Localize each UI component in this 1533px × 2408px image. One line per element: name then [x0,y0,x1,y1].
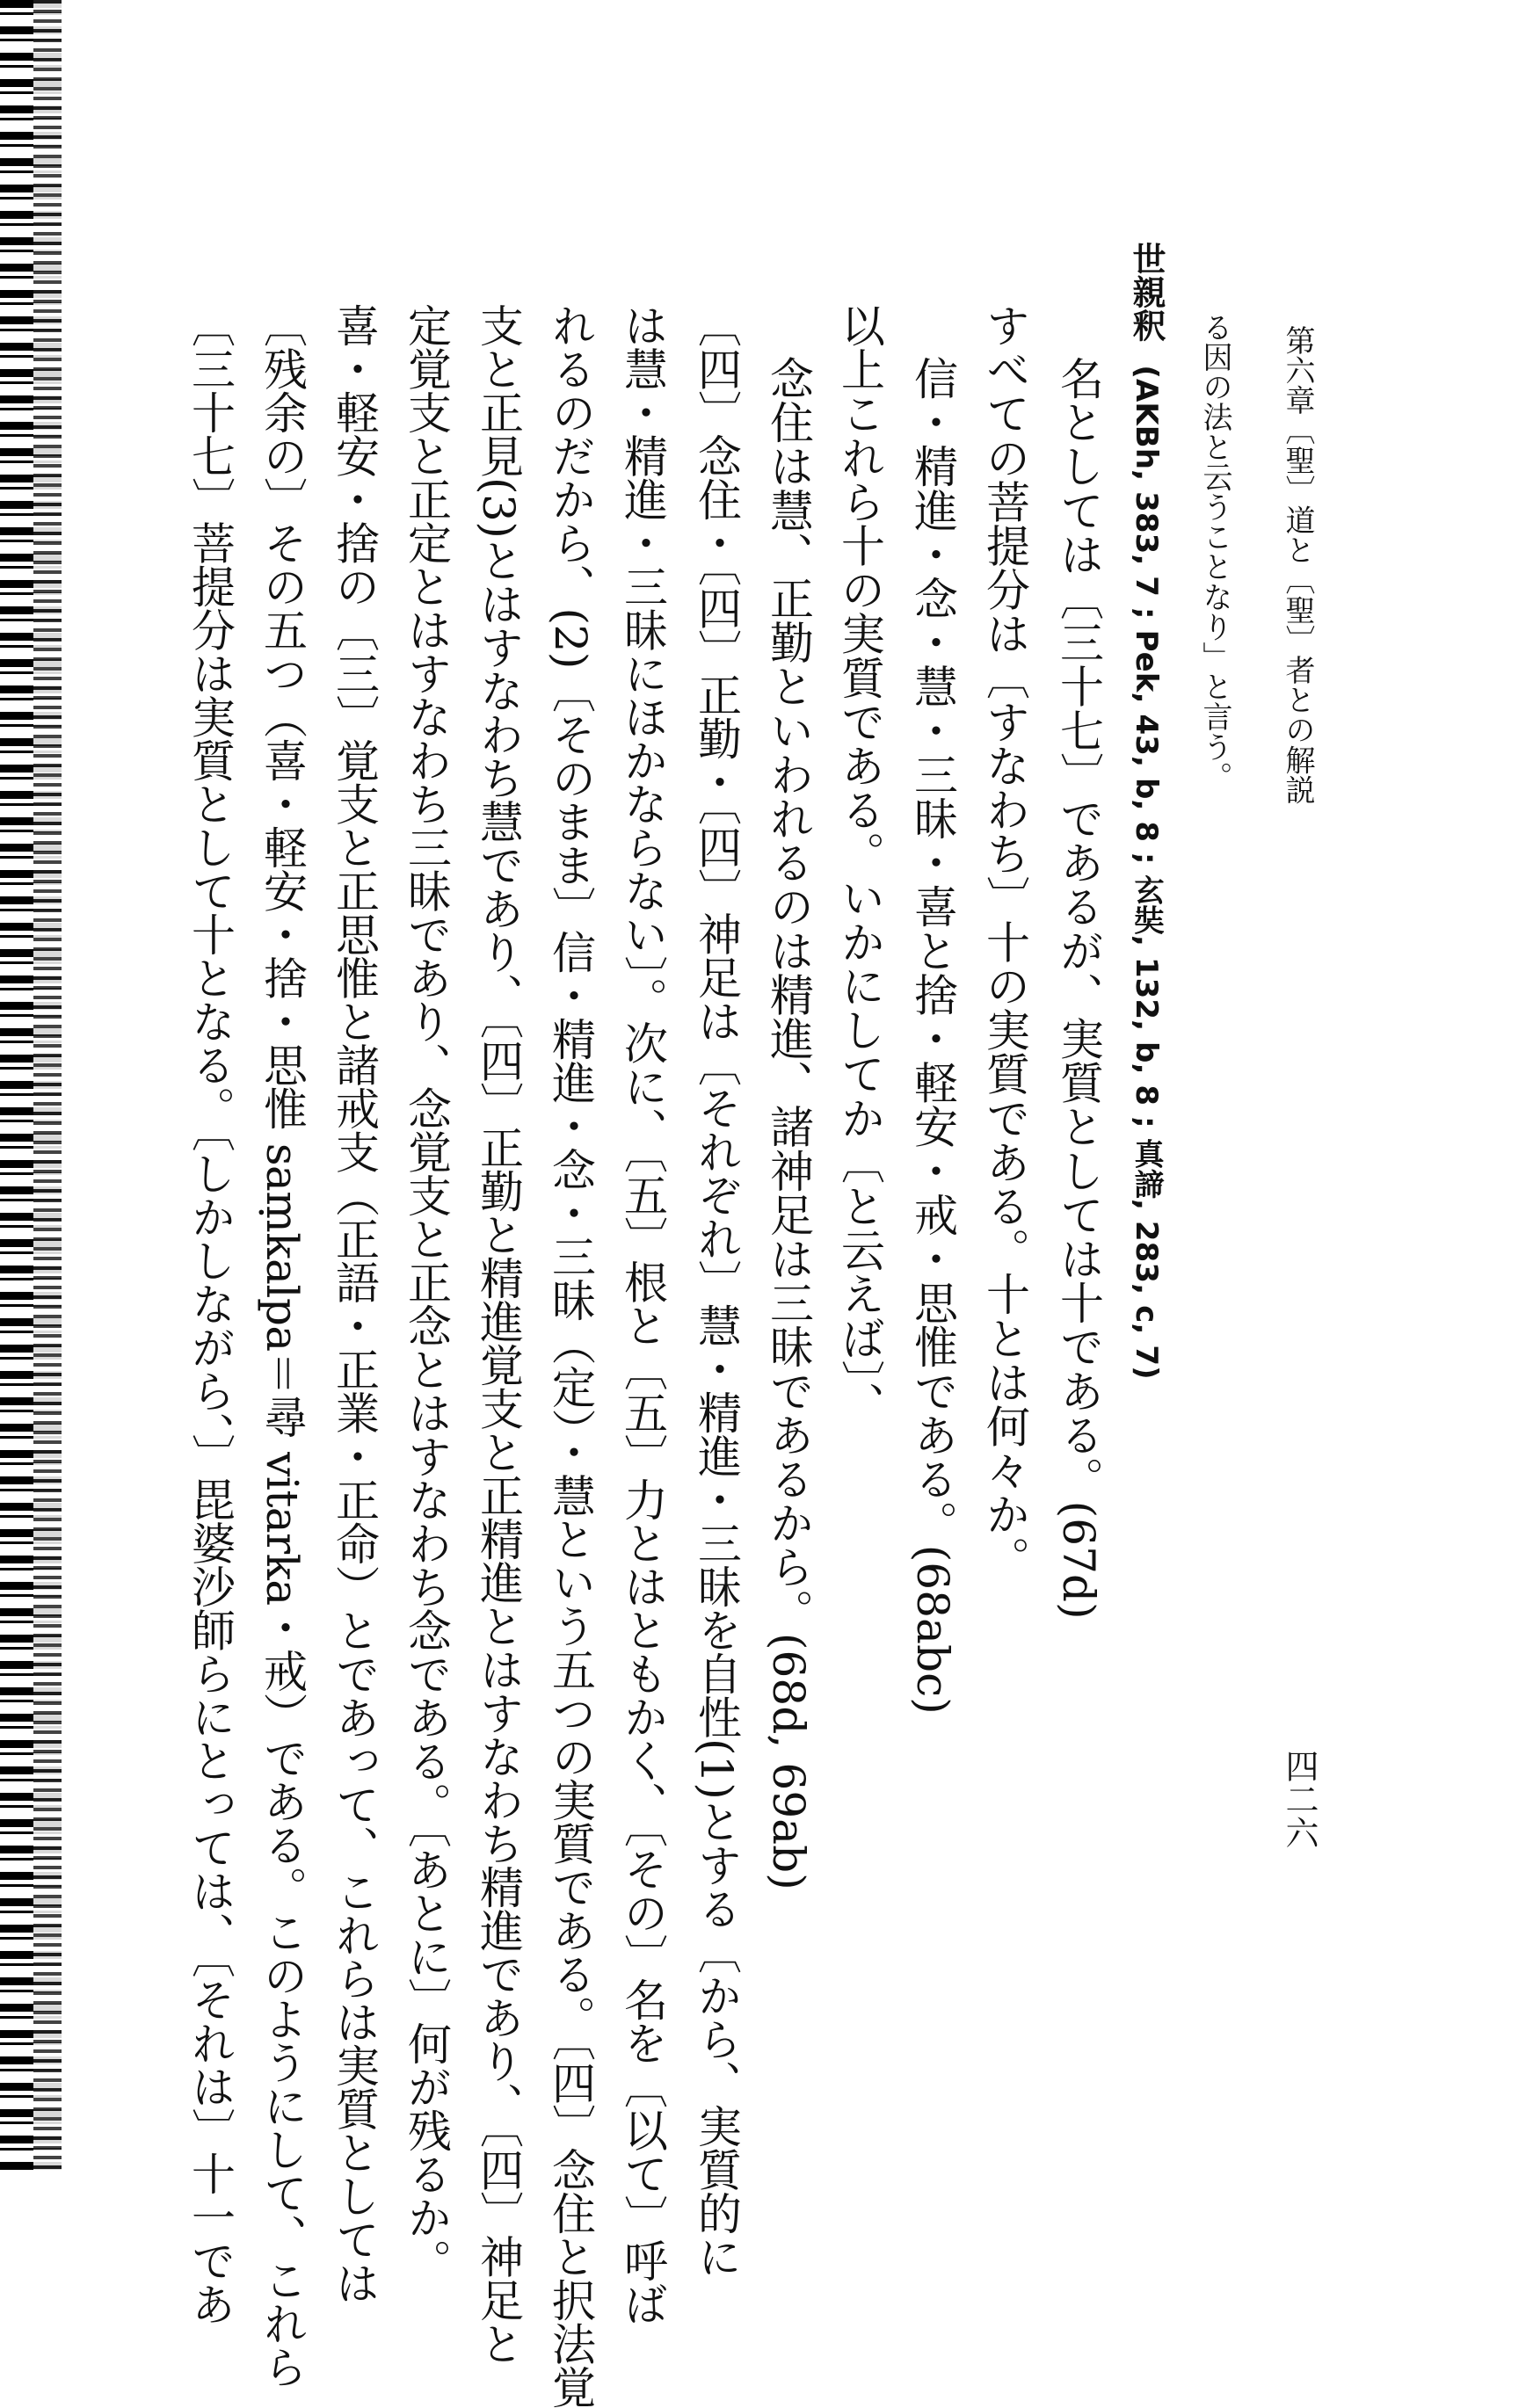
text-line-7: 〔四〕念住・〔四〕正勤・〔四〕神足は〔それぞれ〕慧・精進・三昧を自性(1)とする〔から、実質的に [691,303,742,2278]
source-label: 世親釈 [1127,242,1166,343]
text-line-4: 信・精進・念・慧・三昧・喜と捨・軽安・戒・思惟である。(68abc) [907,356,958,1715]
source-citation: (AKBh, 383, 7 ; Pek, 43, b, 8 ; 玄奘, 132, b, 8 ; 真諦, 283, c, 7) [1129,365,1164,1380]
text-line-8: は慧・精進・三昧にほかならない〕。次に、〔五〕根と〔五〕力とはともかく、〔その〕名を〔以て〕呼ば [617,303,668,2325]
text-line-5: 以上これら十の実質である。いかにしてか〔と云えば〕、 [834,303,885,1426]
page-number: 四二六 [1280,1749,1319,1850]
text-line-2: 名としては〔三十七〕であるが、実質としては十である。(67d) [1053,356,1104,1620]
text-line-13: 〔残余の〕その五つ（喜・軽安・捨・思惟 saṃkalpa＝尋 vitarka・戒）である。このようにして、これら [257,303,308,2389]
text-line-1: る因の法と云うことなり」と言う。 [1197,312,1232,792]
binding-edge [0,0,62,2171]
running-head: 第六章〔聖〕道と〔聖〕者との解説 [1280,325,1315,805]
text-line-11: 定覚支と正定とはすなわち三昧であり、念覚支と正念とはすなわち念である。〔あとに〕何が残るか。 [401,303,452,2282]
source-reference [1127,242,1166,1380]
text-line-3: すべての菩提分は〔すなわち〕十の実質である。十とは何々か。 [979,303,1030,1580]
text-line-6: 念住は慧、正勤といわれるのは精進、諸神足は三昧であるから。(68d, 69ab) [763,356,814,1890]
text-line-10: 支と正見(3)とはすなわち慧であり、〔四〕正勤と精進覚支と正精進とはすなわち精進であり、〔四〕神足と [473,303,524,2365]
text-line-9: れるのだから、(2)〔そのまま〕信・精進・念・三昧（定）・慧という五つの実質である。〔四〕念住と択法覚 [545,303,596,2408]
text-line-12: 喜・軽安・捨の〔三〕覚支と正思惟と諸戒支（正語・正業・正命）とであって、これらは実質としては [329,303,380,2304]
text-line-14: 〔三十七〕菩提分は実質として十となる。〔しかしながら、〕毘婆沙師らにとっては、〔それは〕十一であ [185,303,236,2325]
